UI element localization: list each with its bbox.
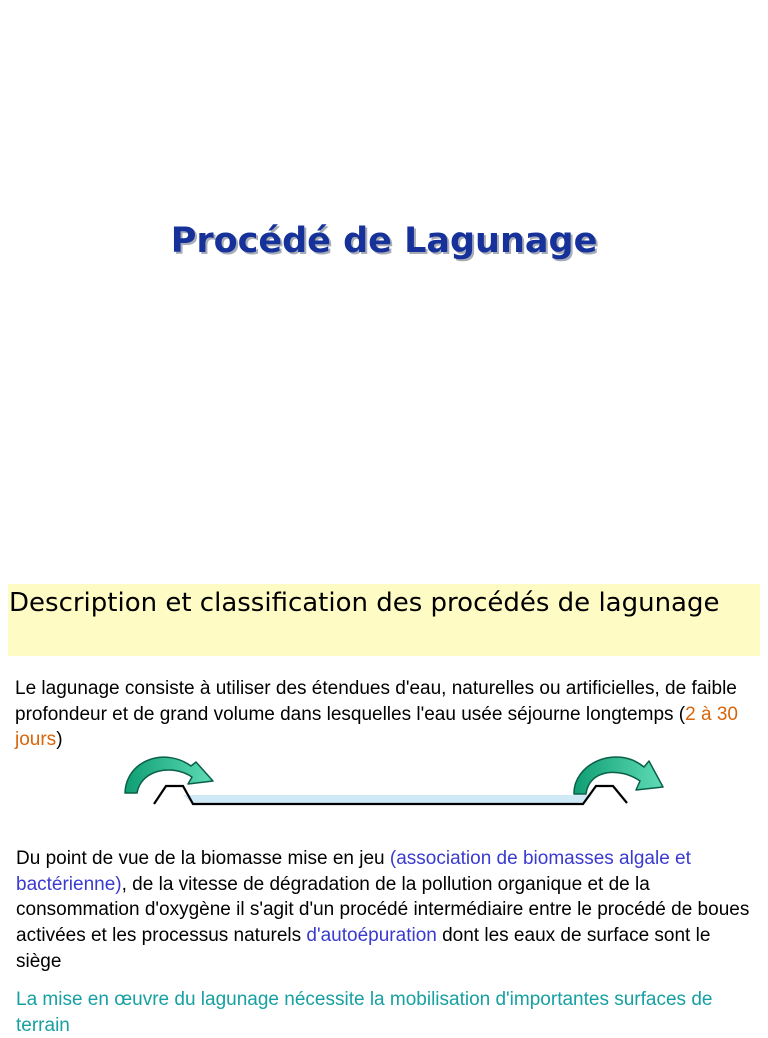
definition-text-end: ) — [56, 729, 63, 751]
land-requirement-paragraph: La mise en œuvre du lagunage nécessite la mobilisation d'importantes surfaces de terrain — [16, 989, 713, 1036]
biomass-description-paragraph — [16, 846, 760, 975]
outflow-arrow-icon — [574, 757, 663, 794]
page-title: Procédé de Lagunage — [170, 221, 598, 261]
biomass-association-highlight: (association de biomasses algale et bactérienne) — [16, 848, 691, 895]
section-heading: Description et classification des procédés de lagunage — [9, 588, 720, 618]
inflow-arrow-icon — [125, 757, 213, 793]
autoepuration-highlight: d'autoépuration — [306, 925, 437, 947]
biomass-text-middle: , de la vitesse de dégradation de la pollution organique et de la consommation d'oxygène il s'agit d'un procédé intermédiaire entre le procédé de boues activées et les processus naturels — [16, 873, 750, 947]
biomass-text-start: Du point de vue de la biomasse mise en jeu — [16, 848, 390, 869]
retention-time-highlight: 2 à 30 jours — [15, 703, 738, 751]
lagoon-water — [183, 795, 592, 804]
definition-text: Le lagunage consiste à utiliser des étendues d'eau, naturelles ou artificielles, de faible profondeur et de grand volume dans lesquelles l'eau usée séjourne longtemps ( — [15, 678, 737, 725]
biomass-text-end: dont les eaux de surface sont le siège — [16, 925, 711, 972]
